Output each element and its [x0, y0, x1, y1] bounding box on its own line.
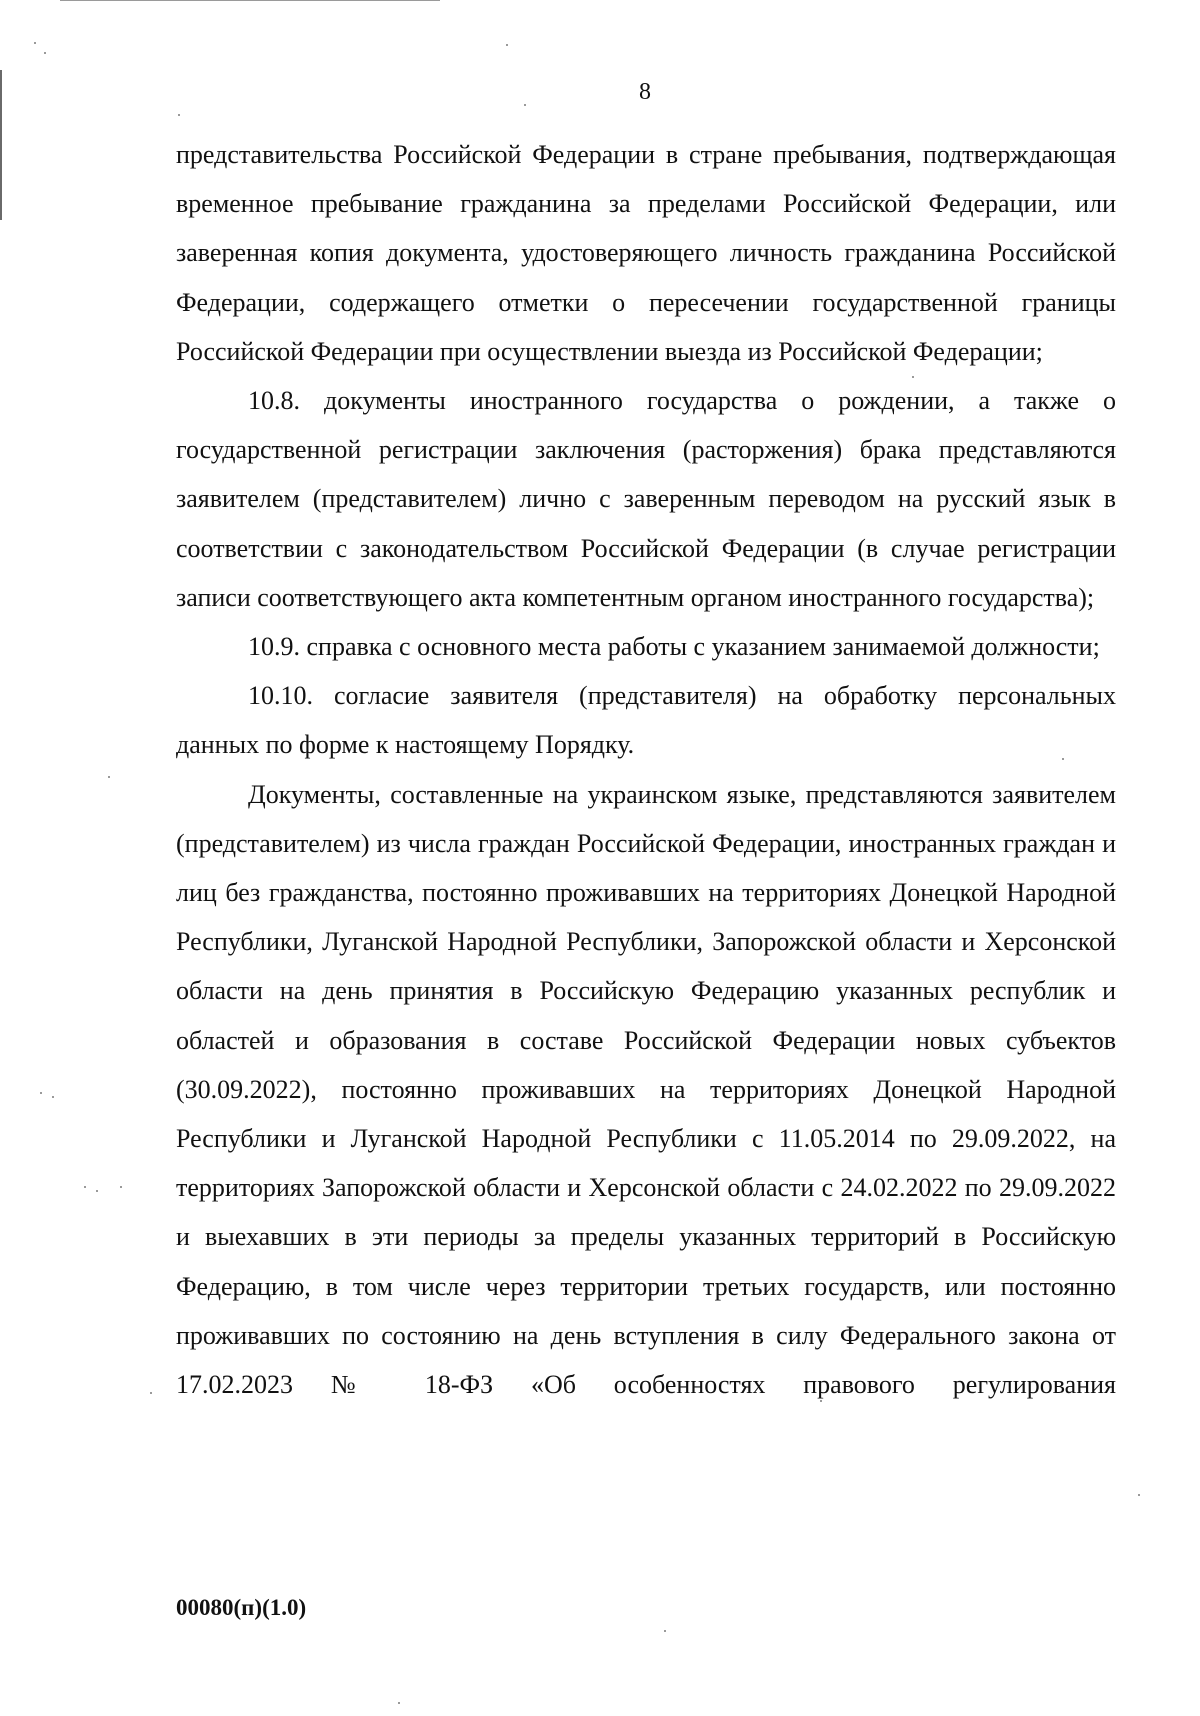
- page-number: 8: [639, 79, 651, 105]
- paragraph-continuation: представительства Российской Федерации в стране пребывания, подтверждающая временное пребывание гражданина за пределами Российской Федерации, или заверенная копия документа, удостоверяющего личность гражданина Российской Федерации, содержащего отметки о пересечении государственной границы Российской Федерации при осуществлении выезда из Российской Федерации;: [176, 140, 1116, 366]
- paragraph-item-10-9: 10.9. справка с основного места работы с указанием занимаемой должности;: [248, 632, 1100, 662]
- scan-speck: [820, 1400, 822, 1402]
- scan-speck: [44, 52, 46, 54]
- scan-speck: [524, 104, 526, 106]
- scan-speck: [120, 1186, 122, 1188]
- scan-speck: [96, 1190, 98, 1192]
- paragraph-ukrainian-documents: Документы, составленные на украинском языке, представляются заявителем (представителем) из числа граждан Российской Федерации, иностранных граждан и лиц без гражданства, постоянно проживавших на территориях Донецкой Народной Республики, Луганской Народной Республики, Запорожской области и Херсонской области на день принятия в Российскую Федерацию указанных республик и областей и образования в составе Российской Федерации новых субъектов (30.09.2022), постоянно проживавших на территориях Донецкой Народной Республики и Луганской Народной Республики с 11.05.2014 по 29.09.2022, на территориях Запорожской области и Херсонской области с 24.02.2022 по 29.09.2022 и выехавших в эти периоды за пределы указанных территорий в Российскую Федерацию, в том числе через территории третьих государств, или постоянно проживавших по состоянию на день вступления в силу Федерального закона от 17.02.2023 № 18-ФЗ «Об особенностях правового регулирования: [176, 779, 1116, 1400]
- scan-speck: [34, 42, 36, 44]
- scan-speck: [398, 1702, 400, 1704]
- scan-speck: [664, 1630, 666, 1632]
- paragraph-item-10-8: 10.8. документы иностранного государства о рождении, а также о государственной регистрации заключения (расторжения) брака представляются заявителем (представителем) лично с заверенным переводом на русский язык в соответствии с законодательством Российской Федерации (в случае регистрации записи соответствующего акта компетентным органом иностранного государства);: [176, 386, 1116, 612]
- scan-speck: [52, 1096, 54, 1098]
- scan-speck: [1138, 1494, 1140, 1496]
- scan-speck: [178, 114, 180, 116]
- scan-speck: [84, 1186, 86, 1188]
- scan-speck: [1062, 758, 1064, 760]
- scan-top-edge-line: [60, 0, 440, 1]
- scan-speck: [506, 44, 508, 46]
- scan-speck: [150, 1392, 152, 1394]
- scan-speck: [108, 776, 110, 778]
- scan-speck: [40, 1092, 42, 1094]
- document-code: 00080(п)(1.0): [176, 1595, 307, 1620]
- paragraph-item-10-10: 10.10. согласие заявителя (представителя) на обработку персональных данных по форме к настоящему Порядку.: [176, 681, 1116, 760]
- scan-speck: [912, 376, 914, 378]
- document-body: [176, 130, 1116, 1409]
